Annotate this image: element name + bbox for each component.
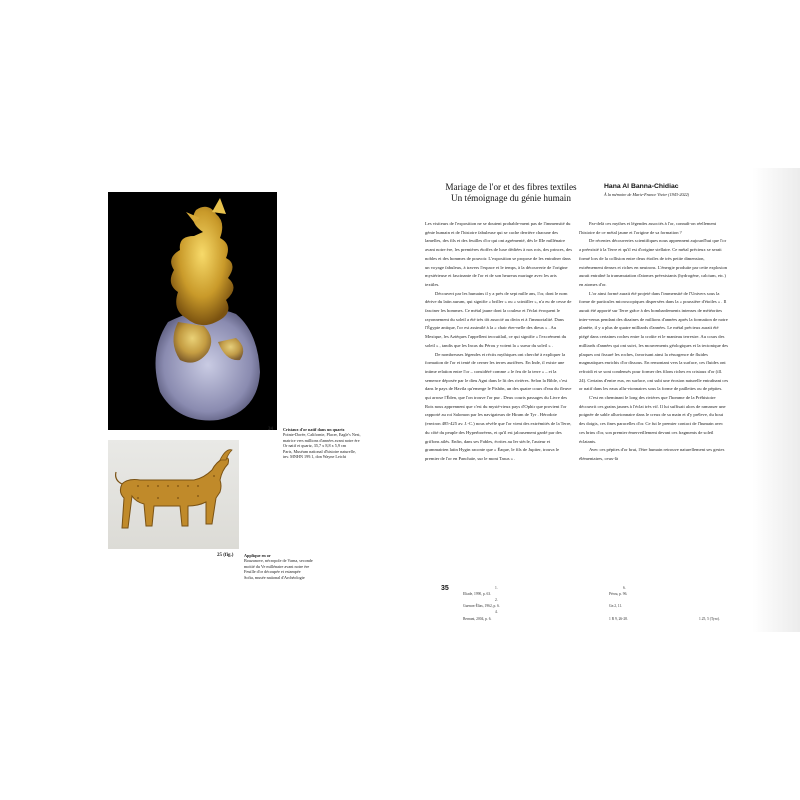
gold-quartz-illustration: [108, 192, 277, 430]
caption-line: Bouzanove, nécropole de Varna, seconde: [244, 558, 313, 564]
footnote: Eliade, 1990, p. 63.: [463, 592, 492, 596]
footnote: Pérou, p. 96.: [609, 592, 628, 596]
caption-line: Or natif et quartz, 35,7 x 8,8 x 5,9 cm: [283, 443, 347, 449]
paragraph: De nombreuses légendes et récits mythiques ont cherché à expliquer la formation de l'or et tenté de cerner les terres aurifères. En Inde, il existe une intime relation entre l'or – considéré comme « le feu de la terre » – et la semence déposée par le dieu Agni dans le lit des rivières. Selon la Bible, c'est dans le pays de Havila qu'emerge le Pishôn, un des quatre cours d'eau du fleuve qui arrose l'Éden, que l'on trouve l'or pur . Deux courts passages du Livre des Rois nous apprennent que c'est du mysté-rieux pays d'Ophir que provient l'or rapporté au roi Salomon par les navigateurs de Hiram de Tyr . Hérodote (environ 485-425 av. J.-C.) nous révèle que l'or vient des extrémités de la Terre, du côté du peuple des Hyperboréens, et qu'il est jalousement gardé par des griffons ailés. Enfin, dans ses Fables, écrites au Ier siècle, l'auteur et grammairien latin Hygin raconte que « Éaque, le fils de Jupiter, trouva le premier de l'or en Panchaïe, sur le mont Tasus » .: [425, 351, 572, 461]
page-number: 35: [441, 585, 449, 592]
caption-24: [268, 427, 393, 460]
caption-number: 25 (fig.): [217, 553, 234, 558]
right-page: [401, 168, 800, 632]
caption-line: moitié du Ve millénaire avant notre ère: [244, 563, 310, 569]
paragraph: De récentes découvertes scientifiques nous apprennent aujourd'hui que l'or a préexisté à la Terre et qu'il est d'origine stellaire. Ce métal précieux se serait formé lors de la collision entre deux étoiles de très petite dimension, extrêmement denses et riches en neutrons. L'énergie produite par cette explosion aurait entraîné la transmutation d'atomes préexistants (hydrogène, calcium, etc.) en atomes d'or.: [579, 238, 728, 287]
caption-line: Paris, Muséum national d'histoire naturelle,: [283, 448, 356, 454]
text-column-2: [579, 220, 729, 464]
text-column-1: [425, 220, 572, 464]
title-line-2: Un témoignage du génie humain: [451, 193, 571, 203]
caption-title: Applique en or: [244, 553, 271, 558]
caption-line: inv. MNHN 199.1, don Wayne Leicht: [283, 454, 347, 460]
footnote: 1.: [495, 586, 498, 590]
footnote: Gn 2, 11.: [609, 604, 623, 608]
left-page: [0, 168, 398, 632]
paragraph: Les visiteurs de l'exposition ne se doutent probable-ment pas de l'immensité du génie humain et de l'histoire fabuleuse qui se cache derrière chacune des lamelles, des fils et des feuilles d'or qui ont agrémenté, dès le IIIe millénaire avant notre ère, les premières étoffes de luxe dédiées à nos rois, des princes, des nobles et des hommes de pouvoir. L'exposition se propose de les entraîner dans un voyage fabuleux, à travers l'espace et le temps, à la découverte de l'origine mystérieuse et fascinante de l'or et de son heureux mariage avec les arts textiles.: [425, 221, 572, 287]
dedication: À la mémoire de Marie-France Vivier (1943-2022): [604, 192, 690, 197]
paragraph: Avec ces pépites d'or brut, l'être humain retrouve naturellement ses gestes élémentaires, ceux-là: [579, 447, 725, 461]
gold-animal-applique-photo: [108, 440, 239, 549]
article-title: [441, 182, 581, 204]
paragraph: Découvert par les humains il y a près de sept mille ans, l'or, dont le nom dérive du latin aurum, qui signifie « briller » ou « scintiller », n'a eu de cesse de fasciner les hommes. Ce métal jaune dont la couleur et l'éclat évoquent le rayonnement du soleil a été très tôt associé au divin et à l'immortalité. Dans l'Égypte antique, l'or est assimilé à la « chair éter-nelle des dieux » . Au Mexique, les Aztèques l'appellent teocuitlatl, ce qui signifie « l'excrément du soleil » , tandis que les Incas du Pérou y voient la « sueur du soleil » .: [425, 290, 572, 348]
footnote: Bernant, 2004, p. 6.: [463, 617, 492, 621]
gold-nugget-photo: [108, 192, 277, 430]
footnote: 2.: [495, 598, 498, 602]
caption-number: 24: [268, 427, 273, 432]
author-name: Hana Al Banna-Chidiac: [604, 183, 679, 190]
footnote: 4.: [495, 610, 498, 614]
caption-title: Cristaux d'or natif dans un quartz: [283, 427, 345, 432]
paragraph: C'est en cheminant le long des rivières que l'homme de la Préhistoire découvrit ces grains jaunes à l'éclat très vif. Il lui suffisait alors de ramasser une poignée de sable alluvionnaire dans le creux de sa main et d'y préleve, du bout des doigts, ces fines paracelles d'or. Ce fut le premier contact de l'humain avec ces brins d'or, son premier émerveillement devant ces fragments de soleil éclatants.: [579, 395, 726, 444]
title-line-1: Mariage de l'or et des fibres textiles: [445, 182, 577, 192]
footnote: 6.: [623, 586, 626, 590]
footnote: Guenon-Élias, 1962, p. 6.: [463, 604, 500, 608]
gold-bull-illustration: [108, 440, 239, 549]
footnote: 1 R 9, 26-28.: [609, 617, 628, 621]
paragraph: Par-delà ces mythes et légendes associés à l'or, connaît-on réellement l'histoire de ce métal jaune et l'origine de sa formation ?: [579, 221, 717, 235]
caption-line: Pointe-Dorée, Californie, Placer, Eagle's Nest,: [283, 432, 361, 438]
caption-25: [217, 553, 324, 580]
paragraph: L'or ainsi formé aurait été projeté dans l'immensité de l'Univers sous la forme de particules microscopiques dispersées dans la « poussière d'étoiles » . Il aurait été apporté sur Terre grâce à des bombardements intenses de météorites inter-venus pendant des dizaines de millions d'années après la formation de notre planète, il y a plus de quatre milliards d'années. Le métal précieux aurait été piégé dans certaines roches entre la croûte et le manteau terrestre. Au cours des milliards d'années qui ont suivi, les mouvements géologiques et la tectonique des plaques ont fissuré les roches, favorisant ainsi la résurgence de fluides magmatiques enrichis d'or dissous. En remontant vers la surface, ces fluides ont refroidi et se sont condensés pour former des filons riches en cristaux d'or (ill. 24). Certains d'entre eux, en surface, ont subi une érosion naturelle entraînant ces or natif dans les eaux allu-vionnaires sous la forme de paillettes ou de pépites.: [579, 290, 729, 392]
caption-line: matrice vers millions d'années avant notre ère: [283, 437, 360, 443]
footnote: 1.25, 5 (Tyro).: [699, 617, 720, 621]
caption-line: Feuille d'or découpée et estampée: [244, 569, 301, 575]
caption-line: Sofia, musée national d'Archéologie: [244, 574, 305, 580]
